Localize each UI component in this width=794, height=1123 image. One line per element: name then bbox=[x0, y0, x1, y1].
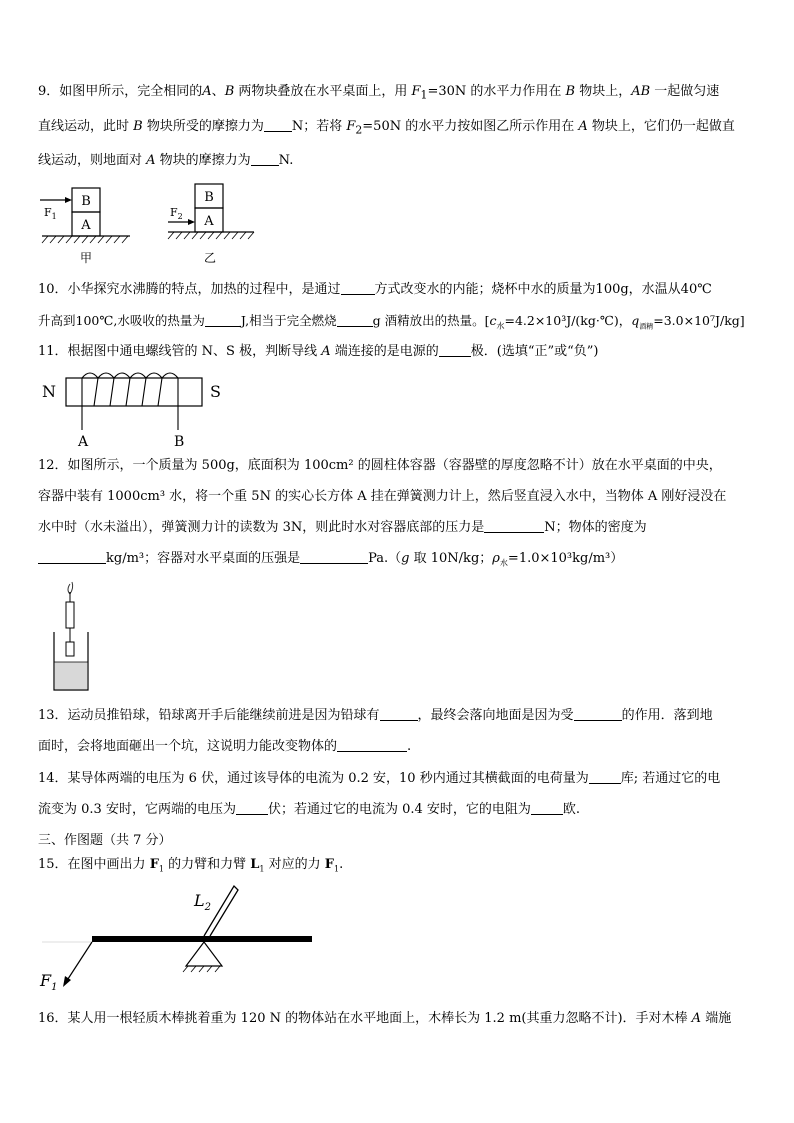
coil-windings bbox=[82, 373, 178, 430]
question-9 bbox=[38, 76, 756, 176]
q11-solenoid-figure bbox=[38, 370, 238, 450]
q16-line-1: 16．某人用一根轻质木棒挑着重为 120 N 的物体站在水平地面上，木棒长为 1.2 m(其重力忽略不计)．手对木棒 A 端施 bbox=[38, 1011, 732, 1026]
l2-label: $L_2$ bbox=[194, 891, 211, 913]
answer-blank[interactable] bbox=[531, 800, 563, 815]
water bbox=[55, 662, 87, 689]
answer-blank[interactable] bbox=[251, 151, 279, 166]
answer-blank[interactable] bbox=[574, 706, 622, 721]
q9-line-2: 直线运动，此时 B 物块所受的摩擦力为 N；若将 $F_2=50N$ 的水平力按如图乙所示作用在 A 物块上，它们仍一起做直 bbox=[38, 118, 735, 137]
q13-line-2: 面时，会将地面砸出一个坑，这说明力能改变物体的 . bbox=[38, 739, 412, 754]
q10-line-1: 10．小华探究水沸腾的特点，加热的过程中，是通过 方式改变水的内能；烧杯中水的质量为100g，水温从40℃ bbox=[38, 282, 712, 297]
fulcrum bbox=[186, 942, 222, 966]
section-heading: 三、作图题（共 7 分） bbox=[38, 833, 172, 848]
south-pole-label: S bbox=[210, 382, 221, 401]
f1-label: $F_1$ bbox=[44, 206, 57, 221]
answer-blank[interactable] bbox=[380, 706, 418, 721]
north-pole-label: N bbox=[42, 382, 56, 401]
answer-blank[interactable] bbox=[341, 280, 375, 295]
question-13 bbox=[38, 700, 756, 762]
figure-jia bbox=[40, 188, 130, 265]
f1-label: $F_1$ bbox=[40, 971, 58, 993]
q12-line-1: 12．如图所示，一个质量为 500g，底面积为 100cm² 的圆柱体容器（容器壁的厚度忽略不计）放在水平桌面的中央， bbox=[38, 458, 722, 473]
answer-blank[interactable] bbox=[439, 342, 471, 357]
caption-jia: 甲 bbox=[79, 251, 93, 265]
q9-line-1: 9．如图甲所示，完全相同的A、B 两物块叠放在水平桌面上，用 $F_1=30N$ 的水平力作用在 B 物块上，AB 一起做匀速 bbox=[38, 84, 720, 102]
q12-figure bbox=[50, 580, 100, 692]
question-12 bbox=[38, 450, 756, 579]
answer-blank[interactable] bbox=[337, 312, 373, 327]
q12-line-2: 容器中装有 1000cm³ 水，将一个重 5N 的实心长方体 A 挂在弹簧测力计上，然后竖直浸入水中，当物体 A 刚好浸没在 bbox=[38, 489, 727, 504]
q15-lever-figure bbox=[38, 878, 328, 996]
question-10 bbox=[38, 274, 756, 343]
answer-blank[interactable] bbox=[205, 312, 241, 327]
q9-figure bbox=[38, 178, 268, 270]
question-16 bbox=[38, 1003, 756, 1034]
answer-blank[interactable] bbox=[300, 549, 368, 564]
answer-blank[interactable] bbox=[484, 518, 544, 533]
q11-line-1: 11．根据图中通电螺线管的 N、S 极，判断导线 A 端连接的是电源的 极．(选填“正”或“负”) bbox=[38, 344, 599, 359]
terminal-a-label: A bbox=[78, 434, 89, 450]
q12-line-4: kg/m³；容器对水平桌面的压强是 Pa.（g 取 10N/kg；$\rho_水=1.0\times 10^3kg/m^3$） bbox=[38, 543, 756, 579]
force-f1-arrow bbox=[66, 942, 92, 982]
answer-blank[interactable] bbox=[236, 800, 268, 815]
terminal-b-label: B bbox=[174, 434, 185, 450]
figure-yi bbox=[168, 184, 254, 265]
q13-line-1: 13．运动员推铅球，铅球离开手后能继续前进是因为铅球有 ，最终会落向地面是因为受 的作用．落到地 bbox=[38, 708, 713, 723]
caption-yi: 乙 bbox=[203, 251, 217, 265]
q10-line-2: 升高到100℃,水吸收的热量为 J,相当于完全燃烧 g 酒精放出的热量。[$c_水=4.2\times 10^3J/(kg\cdot℃)$，$q_{酒精}=3.0\times 10^7J/kg$] bbox=[38, 313, 745, 331]
block-b-label: B bbox=[81, 194, 91, 209]
question-11 bbox=[38, 336, 756, 367]
q9-line-3: 线运动，则地面对 A 物块的摩擦力为 N. bbox=[38, 153, 294, 169]
q14-line-2: 流变为 0.3 安时，它两端的电压为 伏；若通过它的电流为 0.4 安时，它的电阻为 欧. bbox=[38, 802, 581, 817]
answer-blank[interactable] bbox=[264, 117, 292, 132]
answer-blank[interactable] bbox=[589, 769, 621, 784]
block-a-label: A bbox=[81, 218, 91, 233]
q14-line-1: 14．某导体两端的电压为 6 伏，通过该导体的电流为 0.2 安，10 秒内通过其横截面的电荷量为 库; 若通过它的电 bbox=[38, 771, 721, 786]
q15-line-1: 15．在图中画出力 $F_1$ 的力臂和力臂 $L_1$ 对应的力 $F_1$. bbox=[38, 857, 344, 874]
q12-line-3: 水中时（水未溢出），弹簧测力计的读数为 3N，则此时水对容器底部的压力是 N；物体的密度为 bbox=[38, 520, 647, 535]
answer-blank[interactable] bbox=[337, 737, 407, 752]
f2-label: $F_2$ bbox=[170, 206, 183, 221]
block-b-label: B bbox=[204, 190, 214, 205]
question-14 bbox=[38, 763, 756, 825]
block-a-label: A bbox=[204, 214, 214, 229]
answer-blank[interactable] bbox=[38, 549, 106, 564]
